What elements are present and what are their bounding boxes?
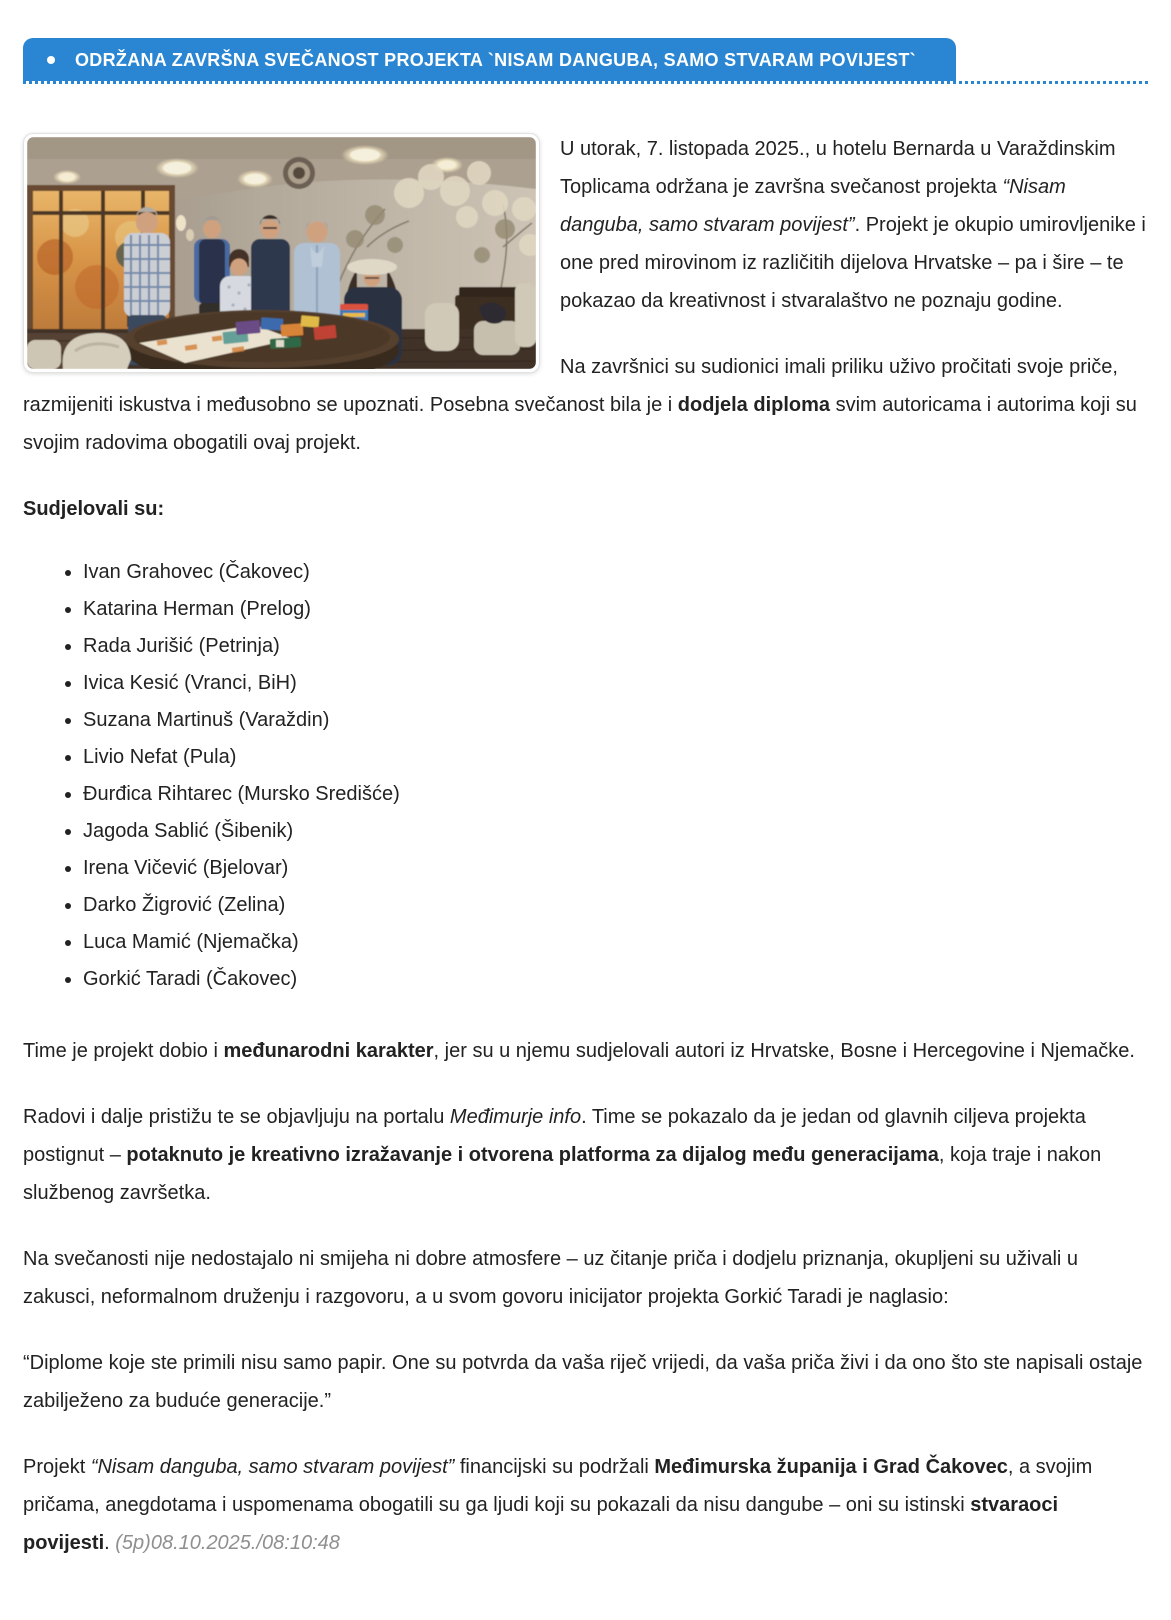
bold-run: stvaraoci povijesti bbox=[23, 1494, 1059, 1554]
participant-item: • Rada Jurišić (Petrinja) bbox=[83, 628, 1148, 665]
project-name-italic: “Nisam danguba, samo stvaram povijest” bbox=[90, 1456, 455, 1478]
participant-item: • Katarina Herman (Prelog) bbox=[83, 591, 1148, 628]
text-run: svim autoricama i autorima koji su svojim radovima obogatili ovaj projekt. bbox=[23, 394, 1137, 454]
text-run: Na završnici su sudionici imali priliku uživo pročitati svoje priče, razmijeniti iskustva i međusobno se upoznati. Posebna svečanost bila je i bbox=[23, 356, 1118, 416]
bold-run: dodjela diploma bbox=[677, 394, 831, 416]
project-name-italic: “Nisam danguba, samo stvaram povijest” bbox=[560, 176, 1066, 236]
portal-name-italic: Međimurje info bbox=[449, 1106, 582, 1128]
paragraph-portal bbox=[23, 1098, 1148, 1212]
page-title: ODRŽANA ZAVRŠNA SVEČANOST PROJEKTA `NISAM DANGUBA, SAMO STVARAM POVIJEST` bbox=[75, 50, 916, 70]
participants-list bbox=[23, 554, 1148, 998]
article-timestamp: (5p)08.10.2025./08:10:48 bbox=[115, 1532, 340, 1554]
participant-item: • Gorkić Taradi (Čakovec) bbox=[83, 961, 1148, 998]
text-run: . Time se pokazalo da je jedan od glavnih ciljeva projekta postignut – bbox=[23, 1106, 1086, 1166]
participant-item: • Jagoda Sablić (Šibenik) bbox=[83, 813, 1148, 850]
title-band bbox=[23, 38, 1148, 84]
participant-item: • Darko Žigrović (Zelina) bbox=[83, 887, 1148, 924]
bullet-icon bbox=[47, 56, 55, 64]
text-run: . bbox=[104, 1532, 116, 1554]
article-title-tab[interactable] bbox=[23, 38, 956, 81]
article-body bbox=[23, 130, 1148, 1562]
text-run: , a svojim pričama, anegdotama i uspomenama obogatili su ga ljudi koji su pokazali da nisu dangube – oni su istinski bbox=[23, 1456, 1093, 1516]
bold-run: Međimurska županija i Grad Čakovec bbox=[654, 1456, 1008, 1478]
participant-item: • Ivica Kesić (Vranci, BiH) bbox=[83, 665, 1148, 702]
text-run: U utorak, 7. listopada 2025., u hotelu Bernarda u Varaždinskim Toplicama održana je završna svečanost projekta bbox=[560, 138, 1116, 198]
participants-heading: Sudjelovali su: bbox=[23, 498, 165, 520]
participant-item: • Livio Nefat (Pula) bbox=[83, 739, 1148, 776]
text-run: Time je projekt dobio i bbox=[23, 1040, 224, 1062]
participant-item: • Ivan Grahovec (Čakovec) bbox=[83, 554, 1148, 591]
participant-item: • Irena Vičević (Bjelovar) bbox=[83, 850, 1148, 887]
bold-run: međunarodni karakter bbox=[223, 1040, 434, 1062]
paragraph-closing bbox=[23, 1448, 1148, 1562]
text-run: Projekt bbox=[23, 1456, 91, 1478]
paragraph-international bbox=[23, 1032, 1148, 1070]
participant-item: • Đurđica Rihtarec (Mursko Središće) bbox=[83, 776, 1148, 813]
participant-item: • Suzana Martinuš (Varaždin) bbox=[83, 702, 1148, 739]
text-run: financijski su podržali bbox=[454, 1456, 655, 1478]
text-run: Radovi i dalje pristižu te se objavljuju na portalu bbox=[23, 1106, 450, 1128]
bold-run: potaknuto je kreativno izražavanje i otvorena platforma za dijalog među generacijama bbox=[126, 1144, 939, 1166]
event-photo bbox=[23, 133, 540, 373]
event-photo-illustration bbox=[27, 137, 536, 369]
text-run: . Projekt je okupio umirovljenike i one pred mirovinom iz različitih dijelova Hrvatske – pa i šire – te pokazao da kreativnost i stvaralaštvo ne poznaju godine. bbox=[560, 214, 1146, 312]
paragraph-atmosphere: Na svečanosti nije nedostajalo ni smijeha ni dobre atmosfere – uz čitanje priča i dodjelu priznanja, okupljeni su uživali u zakusci, neformalnom druženju i razgovoru, a u svom govoru inicijator projekta Gorkić Taradi je naglasio: bbox=[23, 1248, 1079, 1308]
text-run: , koja traje i nakon službenog završetka. bbox=[23, 1144, 1102, 1204]
paragraph-quote: “Diplome koje ste primili nisu samo papir. One su potvrda da vaša riječ vrijedi, da vaša priča živi i da ono što ste napisali ostaje zabilježeno za buduće generacije.” bbox=[23, 1352, 1143, 1412]
participant-item: • Luca Mamić (Njemačka) bbox=[83, 924, 1148, 961]
text-run: , jer su u njemu sudjelovali autori iz Hrvatske, Bosne i Hercegovine i Njemačke. bbox=[433, 1040, 1135, 1062]
